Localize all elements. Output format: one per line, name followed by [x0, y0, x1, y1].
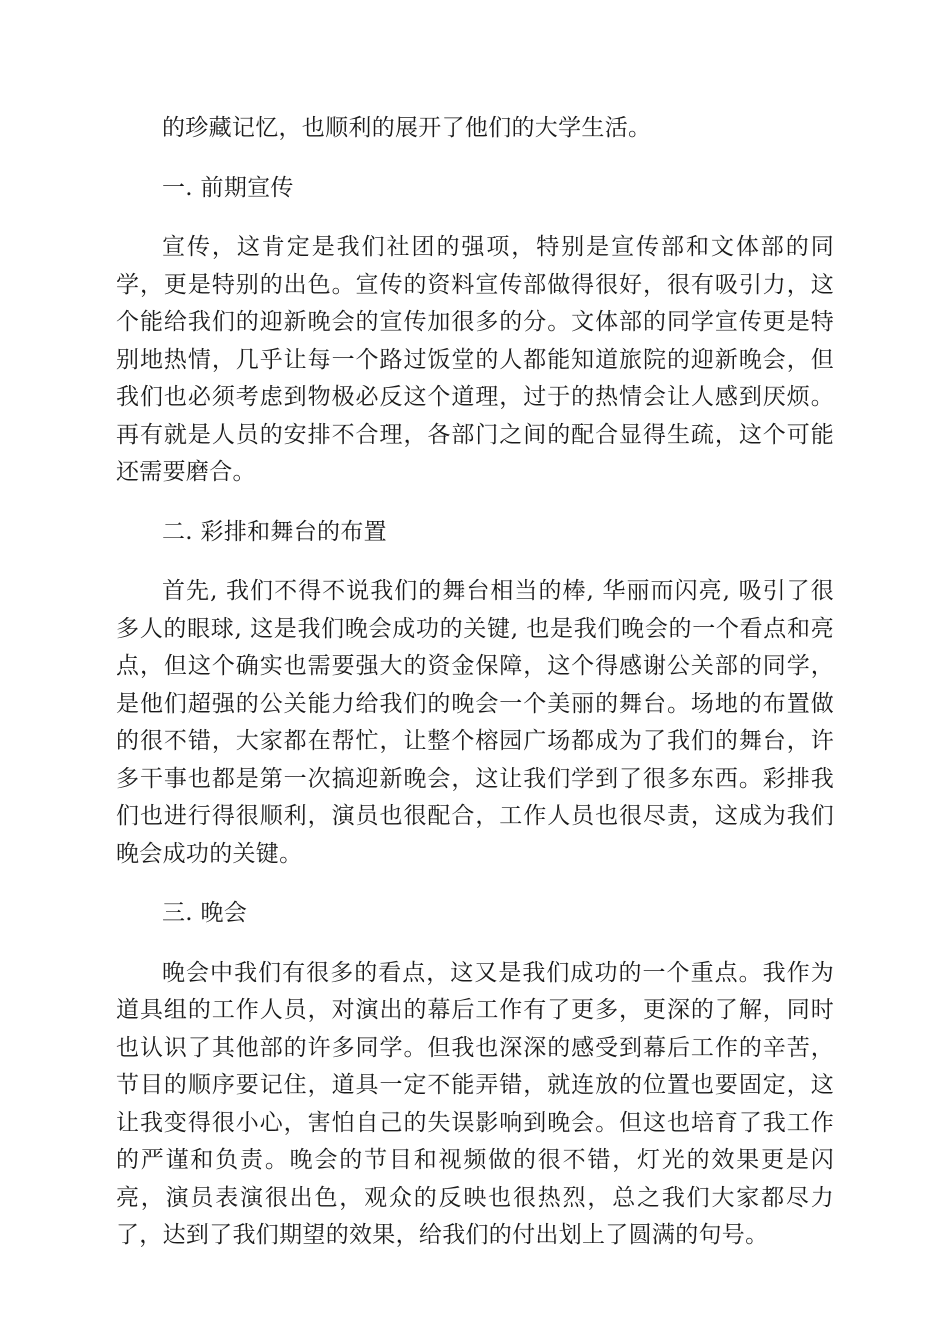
paragraph-gala: 晚会中我们有很多的看点，这又是我们成功的一个重点。我作为道具组的工作人员，对演出的幕后工作有了更多，更深的了解，同时也认识了其他部的许多同学。但我也深深的感受到幕后工作的辛苦，节目的顺序要记住，道具一定不能弄错，就连放的位置也要固定，这让我变得很小心，害怕自己的失误影响到晚会。但这也培育了我工作的严谨和负责。晚会的节目和视频做的很不错，灯光的效果更是闪亮，演员表演很出色，观众的反映也很热烈，总之我们大家都尽力了，达到了我们期望的效果，给我们的付出划上了圆满的句号。 [116, 959, 834, 1248]
section-heading-gala: 三. 晚会 [162, 900, 248, 926]
section-heading-publicity: 一. 前期宣传 [162, 174, 294, 201]
paragraph-publicity: 宣传，这肯定是我们社团的强项，特别是宣传部和文体部的同学，更是特别的出色。宣传的资料宣传部做得很好，很有吸引力，这个能给我们的迎新晚会的宣传加很多的分。文体部的同学宣传更是特别地热情，几乎让每一个路过饭堂的人都能知道旅院的迎新晚会，但我们也必须考虑到物极必反这个道理，过于的热情会让人感到厌烦。再有就是人员的安排不合理，各部门之间的配合显得生疏，这个可能还需要磨合。 [116, 234, 834, 485]
section-heading-rehearsal-stage: 二. 彩排和舞台的布置 [162, 518, 387, 545]
paragraph-continuation: 的珍藏记忆，也顺利的展开了他们的大学生活。 [162, 115, 652, 141]
document-body [116, 110, 834, 1277]
paragraph-rehearsal-stage: 首先, 我们不得不说我们的舞台相当的棒, 华丽而闪亮, 吸引了很多人的眼球, 这是我们晚会成功的关键, 也是我们晚会的一个看点和亮点，但这个确实也需要强大的资金保障，这个得感谢公关部的同学，是他们超强的公关能力给我们的晚会一个美丽的舞台。场地的布置做的很不错，大家都在帮忙，让整个榕园广场都成为了我们的舞台，许多干事也都是第一次搞迎新晚会，这让我们学到了很多东西。彩排我们也进行得很顺利，演员也很配合，工作人员也很尽责，这成为我们晚会成功的关键。 [116, 578, 834, 867]
